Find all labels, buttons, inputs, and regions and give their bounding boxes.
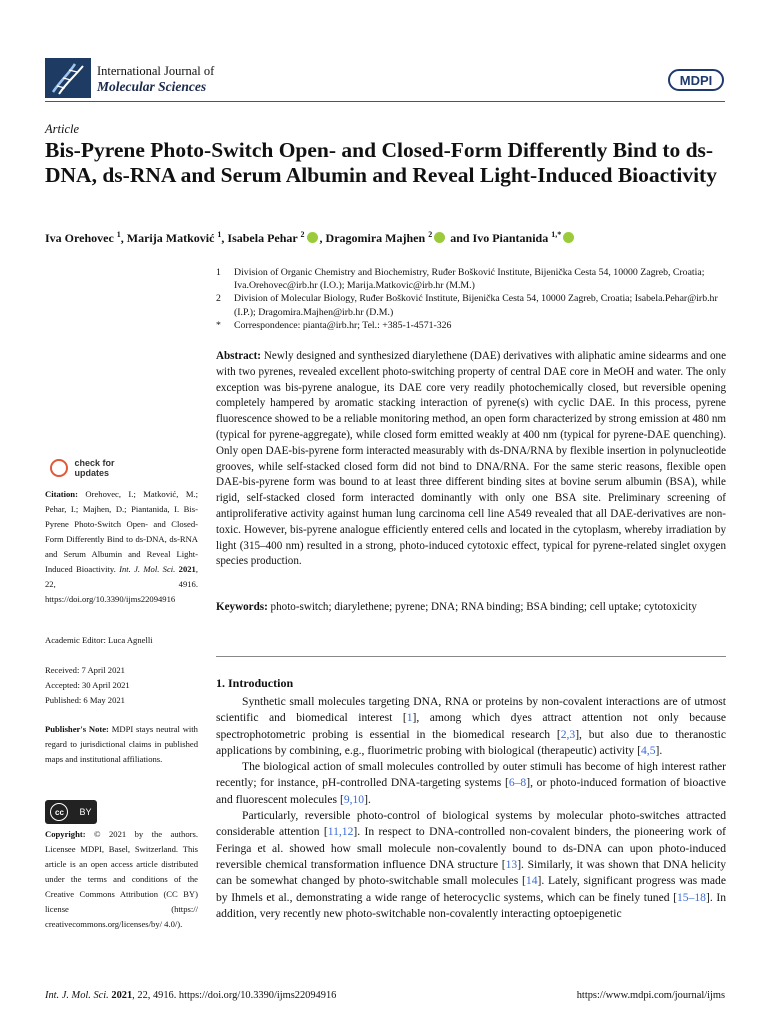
keywords — [216, 600, 726, 616]
citation-text: Orehovec, I.; Matković, M.; Pehar, I.; Majhen, D.; Piantanida, I. Bis-Pyrene Photo-Switch Open- and Closed-Form Differently Bind to ds-DNA, ds-RNA and Serum Albumin and Reveal Light-Induced Bioactivity. — [45, 489, 199, 574]
author-list — [45, 230, 576, 246]
author-name: Isabela Pehar — [227, 231, 298, 245]
journal-name-line1: International Journal of — [97, 64, 215, 78]
citation-journal: Int. J. Mol. Sci. — [119, 564, 176, 574]
abstract-label: Abstract: — [216, 350, 261, 362]
reference-link[interactable]: 9,10 — [343, 792, 365, 806]
affiliation-mark: 2 — [216, 293, 221, 305]
keywords-text: photo-switch; diarylethene; pyrene; DNA; RNA binding; BSA binding; cell uptake; cytotoxicity — [270, 601, 697, 613]
abstract — [216, 349, 726, 570]
by-icon: BY — [79, 807, 92, 817]
affiliation-item — [216, 319, 726, 332]
citation-block — [45, 487, 198, 607]
author-separator: , — [221, 231, 228, 245]
intro-text: ]. — [655, 743, 663, 757]
intro-paragraph — [216, 759, 726, 808]
orcid-icon[interactable] — [563, 232, 574, 243]
footer-year: 2021 — [111, 990, 133, 1001]
intro-text: ], or photo-induced formation of bioactive and fluorescent molecules [ — [216, 776, 727, 806]
author-name: Ivo Piantanida — [472, 231, 549, 245]
reference-link[interactable]: 4,5 — [641, 743, 656, 757]
check-updates-line1: check for — [74, 458, 115, 468]
mdpi-logo: MDPI — [668, 69, 724, 91]
affiliation-item — [216, 266, 726, 292]
check-updates-line2: updates — [74, 468, 110, 478]
intro-paragraph — [216, 808, 726, 922]
affiliation-mark: * — [216, 319, 221, 331]
author-affiliation-mark: 1,* — [551, 230, 562, 239]
orcid-icon[interactable] — [434, 232, 445, 243]
reference-link[interactable]: 11,12 — [327, 825, 354, 839]
affiliations — [216, 266, 726, 332]
reference-link[interactable]: 6–8 — [508, 776, 527, 790]
keywords-label: Keywords: — [216, 601, 268, 613]
journal-name-line2: Molecular Sciences — [97, 79, 207, 94]
author-affiliation-mark: 2 — [428, 230, 433, 239]
intro-text: The biological action of small molecules controlled by outer stimuli has become of high interest rather recently; for instance, pH-controlled DNA-targeting systems [ — [216, 760, 726, 790]
orcid-icon[interactable] — [307, 232, 318, 243]
header-divider — [45, 101, 725, 102]
check-updates-icon — [50, 459, 68, 477]
cc-icon: cc — [50, 803, 68, 821]
section-divider — [216, 656, 726, 657]
citation-doi[interactable]: , 22, 4916. https://doi.org/10.3390/ijms22094916 — [45, 564, 198, 604]
intro-text: Particularly, reversible photo-control of biological systems by molecular photo-switches attracted considerable attention [ — [216, 809, 726, 839]
intro-paragraph — [216, 694, 726, 759]
citation-label: Citation: — [45, 489, 78, 499]
intro-text: ], but also due to theranostic applications by combining, e.g., fluorimetric probing with biological (therapeutic) activity [ — [216, 727, 726, 757]
copyright-label: Copyright: — [45, 829, 86, 839]
publisher-note-label: Publisher's Note: — [45, 724, 109, 734]
article-type: Article — [45, 122, 80, 136]
author-separator: and — [447, 231, 473, 245]
journal-logo-icon — [45, 58, 91, 98]
reference-link[interactable]: 2,3 — [560, 727, 576, 741]
intro-text: ]. Similarly, it was shown that DNA helicity can be somewhat changed by photo-switchable small molecules [ — [216, 857, 726, 888]
intro-text: ]. In addition, very recently new photo-switchable non-covalently interacting optoepigenetic — [216, 890, 726, 920]
affiliation-text: Correspondence: pianta@irb.hr; Tel.: +385-1-4571-326 — [234, 319, 452, 331]
copyright-text: © 2021 by the authors. Licensee MDPI, Basel, Switzerland. This article is an open access article distributed under the terms and conditions of the Creative Commons Attribution (CC BY) license (https:// creativecommons.org/licenses/by/ 4.0/). — [45, 829, 198, 929]
abstract-text: Newly designed and synthesized diarylethene (DAE) derivatives with aliphatic amine sidearms and one with two pyrenes, revealed excellent photo-switching property of central DAE core in MeOH and water. The only exception was bis-pyrene analogue, its DAE core very readily photochemically closed, but reversible opening completely hampered by aromatic stacking interaction of pyrene(s) with cyclic DAE. In this process, pyrene fluorescence showed to be a reliable monitoring method, an open form characterized by strong emission at 480 nm (typical for pyrene-aggregate), while closed form emitted weakly at 400 nm (typical for pyrene-DAE quenching). Only open DAE-bis-pyrene form interacted measurably with ds-DNA/RNA by flexible insertion in polynucleotide grooves, while self-stacked closed form did not bind to DNA/RNA. For the same steric reasons, flexible open DAE-bis-pyrene form was bound to at least three different binding sites at bovine serum albumin (BSA), while rigid, self-stacked closed form interacted dominantly with only one BSA site. Preliminary screening of antiproliferative activity against human lung carcinoma cell line A549 revealed that all DAE-derivatives are non-toxic. However, bis-pyrene analogue efficiently entered cells and located in the cytoplasm, whereby irradiation by light (315–400 nm) resulted in a strong, photo-induced cytotoxic effect, typical for pyrene-related singlet oxygen species production. — [216, 350, 726, 568]
affiliation-text: Division of Organic Chemistry and Biochemistry, Ruđer Bošković Institute, Bijenička Cesta 54, 10000 Zagreb, Croatia; Iva.Orehovec@irb.hr (I.O.); Marija.Matkovic@irb.hr (M.M.) — [234, 267, 705, 292]
date-published: Published: 6 May 2021 — [45, 695, 125, 705]
dates-block — [45, 663, 198, 708]
cc-by-license-badge[interactable] — [45, 800, 97, 824]
author-separator: , — [319, 231, 326, 245]
intro-text: ]. Lately, significant progress was made by Ihmels et al., demonstrating a wide range of heterocyclic systems, which can be finely tuned [ — [216, 874, 727, 904]
intro-text: ], among which dyes attract attention not only because spectrophotometric probing is essential in the biomedical research [ — [216, 711, 726, 741]
introduction-body — [216, 694, 726, 922]
publisher-note — [45, 722, 198, 767]
intro-text: ]. — [364, 792, 371, 806]
intro-text: Synthetic small molecules targeting DNA, RNA or proteins by non-covalent interactions are of utmost scientific and biomedical interest [ — [216, 695, 726, 725]
affiliation-text: Division of Molecular Biology, Ruđer Bošković Institute, Bijenička Cesta 54, 10000 Zagreb, Croatia; Isabela.Pehar@irb.hr (I.P.); Dragomira.Majhen@irb.hr (D.M.) — [234, 293, 718, 318]
author-affiliation-mark: 2 — [300, 230, 305, 239]
footer-journal: Int. J. Mol. Sci. — [45, 990, 109, 1001]
affiliation-mark: 1 — [216, 267, 221, 278]
reference-link[interactable]: 14 — [525, 874, 538, 888]
author-name: Marija Matković — [126, 231, 215, 245]
publisher-note-text: MDPI stays neutral with regard to jurisdictional claims in published maps and institutional affiliations. — [45, 724, 198, 764]
affiliation-item — [216, 292, 726, 318]
citation-year: 2021 — [178, 564, 196, 574]
author-affiliation-mark: 1 — [116, 230, 121, 239]
check-for-updates-badge[interactable] — [50, 458, 115, 478]
academic-editor: Academic Editor: Luca Agnelli — [45, 635, 153, 645]
author-name: Dragomira Majhen — [325, 231, 426, 245]
author-separator: , — [120, 231, 127, 245]
article-title: Bis-Pyrene Photo-Switch Open- and Closed-Form Differently Bind to ds-DNA, ds-RNA and Serum Albumin and Reveal Light-Induced Bioactivity — [45, 138, 717, 187]
intro-text: ]. In respect to DNA-controlled non-covalent binders, the pioneering work of Feringa et al. showed how small molecule non-covalently bound to ds-DNA can upon photo-induced reversible chemical transformation influence DNA structure [ — [216, 825, 726, 871]
author-affiliation-mark: 1 — [217, 230, 222, 239]
reference-link[interactable]: 15–18 — [676, 890, 706, 904]
date-received: Received: 7 April 2021 — [45, 665, 125, 675]
footer-citation — [45, 990, 336, 1001]
date-accepted: Accepted: 30 April 2021 — [45, 680, 130, 690]
author-name: Iva Orehovec — [45, 231, 114, 245]
reference-link[interactable]: 13 — [505, 857, 518, 871]
footer-doi[interactable]: , 22, 4916. https://doi.org/10.3390/ijms22094916 — [132, 990, 337, 1001]
copyright-block — [45, 827, 198, 932]
footer-journal-url[interactable]: https://www.mdpi.com/journal/ijms — [576, 990, 725, 1001]
reference-link[interactable]: 1 — [406, 711, 413, 725]
section-heading: 1. Introduction — [216, 676, 294, 690]
